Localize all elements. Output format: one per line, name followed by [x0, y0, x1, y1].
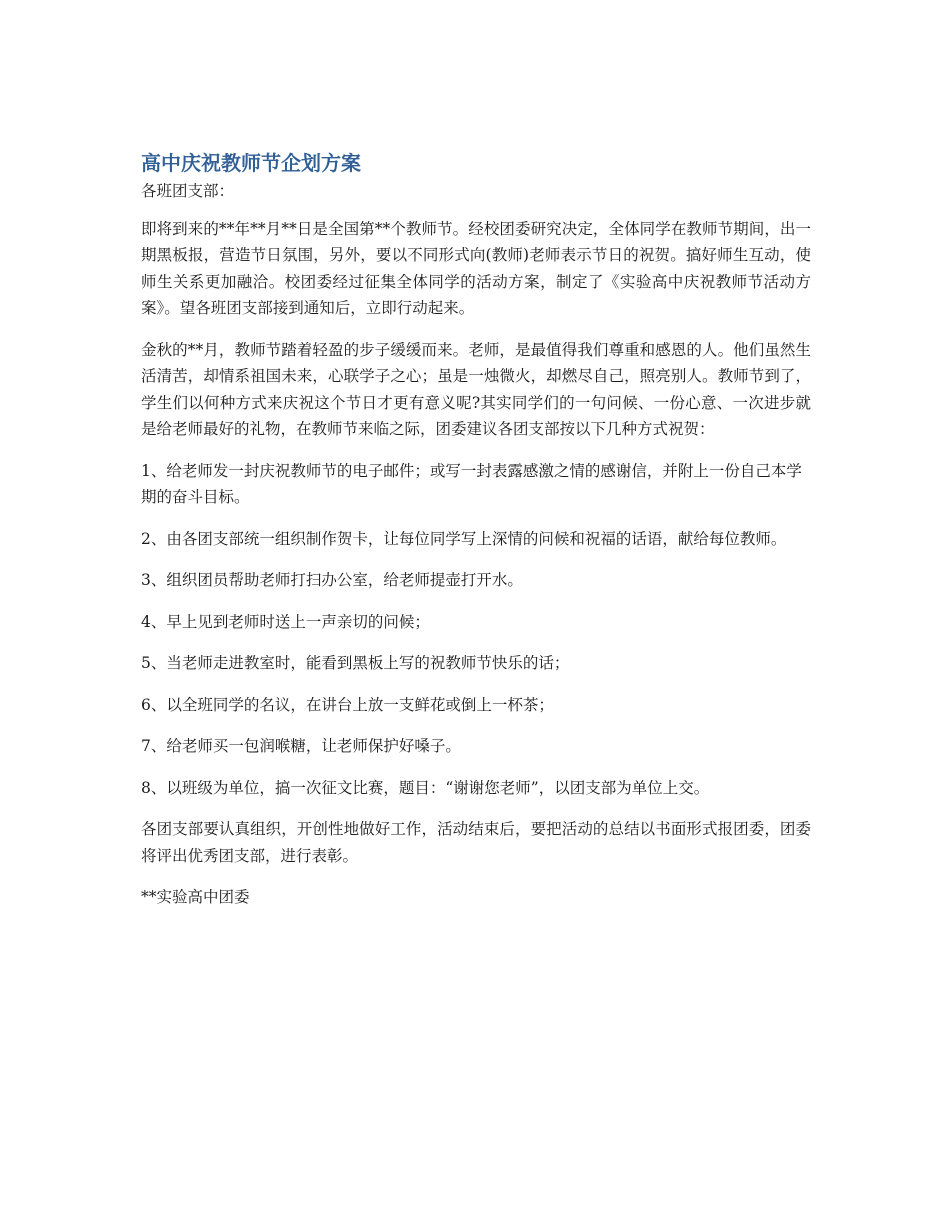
page-title: 高中庆祝教师节企划方案 [141, 151, 361, 175]
document-page [141, 148, 811, 911]
closing-paragraph: 各团支部要认真组织，开创性地做好工作，活动结束后，要把活动的总结以书面形式报团委，团委将评出优秀团支部，进行表彰。 [141, 820, 811, 865]
list-item: 5、当老师走进教室时，能看到黑板上写的祝教师节快乐的话； [141, 654, 570, 672]
signature: **实验高中团委 [141, 888, 250, 906]
list-item: 7、给老师买一包润喉糖，让老师保护好嗓子。 [141, 737, 461, 755]
salutation: 各班团支部： [141, 182, 235, 200]
list-item: 3、组织团员帮助老师打扫办公室，给老师提壶打开水。 [141, 571, 523, 589]
list-item: 1、给老师发一封庆祝教师节的电子邮件；或写一封表露感激之情的感谢信，并附上一份自己本学期的奋斗目标。 [141, 461, 802, 506]
list-item: 8、以班级为单位，搞一次征文比赛，题目：“谢谢您老师”，以团支部为单位上交。 [141, 778, 710, 797]
intro-paragraph: 即将到来的**年**月**日是全国第**个教师节。经校团委研究决定，全体同学在教师节期间，出一期黑板报，营造节日氛围，另外，要以不同形式向(教师)老师表示节日的祝贺。搞好师生互动，使师生关系更加融洽。校团委经过征集全体同学的活动方案，制定了《实验高中庆祝教师节活动方案》。望各班团支部接到通知后，立即行动起来。 [141, 219, 811, 317]
body-paragraph: 金秋的**月，教师节踏着轻盈的步子缓缓而来。老师，是最值得我们尊重和感恩的人。他们虽然生活清苦，却情系祖国未来，心联学子之心；虽是一烛微火，却燃尽自己，照亮别人。教师节到了，学生们以何种方式来庆祝这个节日才更有意义呢?其实同学们的一句问候、一份心意、一次进步就是给老师最好的礼物，在教师节来临之际，团委建议各团支部按以下几种方式祝贺： [141, 340, 811, 438]
list-item: 6、以全班同学的名议，在讲台上放一支鲜花或倒上一杯茶； [141, 695, 554, 714]
list-item: 4、早上见到老师时送上一声亲切的问候； [141, 612, 430, 631]
list-item: 2、由各团支部统一组织制作贺卡，让每位同学写上深情的问候和祝福的话语，献给每位教师。 [141, 529, 787, 548]
